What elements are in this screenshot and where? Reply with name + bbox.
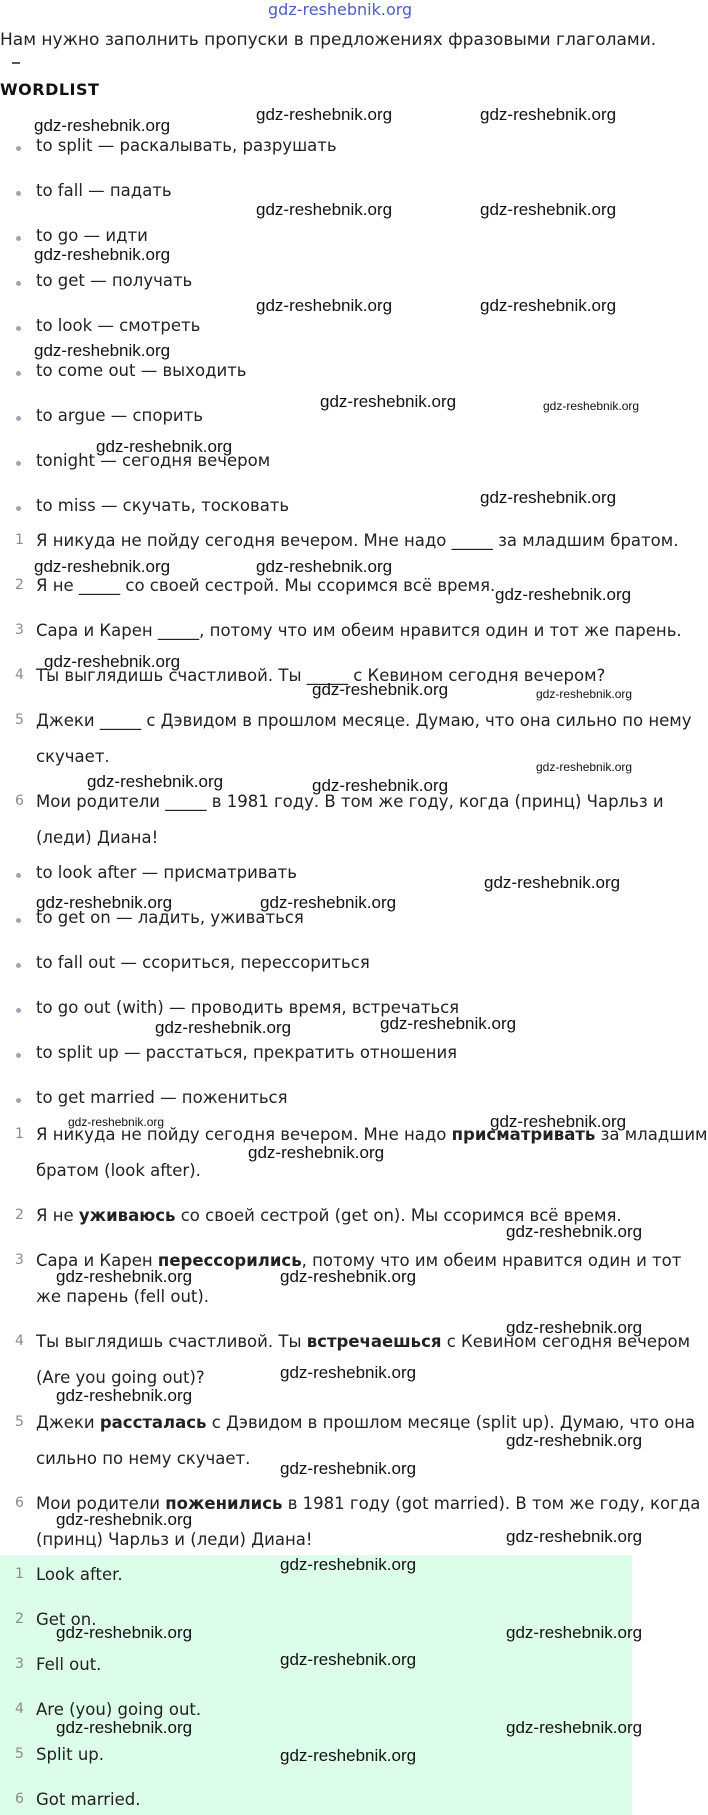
answer-line: Fell out. — [36, 1655, 102, 1674]
item-number: 1 — [15, 1566, 24, 1582]
list-item: to go out (with) — проводить время, встречаться — [36, 998, 460, 1017]
list-item: to get on — ладить, уживаться — [36, 908, 304, 927]
bullet-icon — [16, 146, 21, 151]
task-line: (леди) Диана! — [36, 828, 159, 847]
task-line: Сара и Карен _____, потому что им обеим нравится один и тот же парень. — [36, 621, 682, 640]
watermark: gdz-reshebnik.org — [506, 1527, 643, 1546]
watermark: gdz-reshebnik.org — [56, 1623, 193, 1642]
item-number: 4 — [15, 1333, 24, 1349]
watermark: gdz-reshebnik.org — [56, 1267, 193, 1286]
watermark: gdz-reshebnik.org — [280, 1459, 417, 1478]
bullet-icon — [16, 416, 21, 421]
watermark: gdz-reshebnik.org — [68, 1115, 165, 1129]
bullet-icon — [16, 1008, 21, 1013]
watermark: gdz-reshebnik.org — [536, 687, 633, 701]
list-item: to argue — спорить — [36, 406, 203, 425]
answer-highlight: уживаюсь — [78, 1206, 176, 1225]
watermark: gdz-reshebnik.org — [248, 1143, 385, 1162]
translation-line: же парень (fell out). — [36, 1287, 210, 1306]
watermark: gdz-reshebnik.org — [280, 1746, 417, 1765]
watermark: gdz-reshebnik.org — [34, 341, 171, 360]
watermark: gdz-reshebnik.org — [44, 652, 181, 671]
watermark: gdz-reshebnik.org — [536, 760, 633, 774]
watermark: gdz-reshebnik.org — [256, 557, 393, 576]
watermark: gdz-reshebnik.org — [56, 1718, 193, 1737]
watermark: gdz-reshebnik.org — [96, 437, 233, 456]
watermark: gdz-reshebnik.org — [36, 893, 173, 912]
watermark: gdz-reshebnik.org — [56, 1386, 193, 1405]
watermark: gdz-reshebnik.org — [280, 1363, 417, 1382]
list-item: to go — идти — [36, 226, 148, 245]
list-item: to split up — расстаться, прекратить отношения — [36, 1043, 458, 1062]
watermark: gdz-reshebnik.org — [56, 1510, 193, 1529]
translation-line: братом (look after). — [36, 1161, 201, 1180]
translation-line: Джеки рассталась с Дэвидом в прошлом месяце (split up). Думаю, что она — [36, 1413, 696, 1432]
translation-line: Ты выглядишь счастливой. Ты встречаешься с Кевином сегодня вечером — [36, 1332, 691, 1351]
task-line: Я никуда не пойду сегодня вечером. Мне надо _____ за младшим братом. — [36, 531, 679, 550]
watermark: gdz-reshebnik.org — [155, 1018, 292, 1037]
answer-highlight: перессорились — [157, 1251, 302, 1270]
item-number: 1 — [15, 1126, 24, 1142]
watermark: gdz-reshebnik.org — [320, 392, 457, 411]
bullet-icon — [16, 191, 21, 196]
translation-line: (принц) Чарльз и (леди) Диана! — [36, 1530, 313, 1549]
watermark: gdz-reshebnik.org — [34, 557, 171, 576]
site-header-link[interactable]: gdz-reshebnik.org — [268, 0, 413, 19]
item-number: 2 — [15, 1611, 24, 1627]
item-number: 3 — [15, 1252, 24, 1268]
item-number: 3 — [15, 622, 24, 638]
item-number: 5 — [15, 1746, 24, 1762]
bullet-icon — [16, 236, 21, 241]
task-line: Я не _____ со своей сестрой. Мы ссоримся всё время. — [36, 576, 496, 595]
bullet-icon — [16, 963, 21, 968]
item-number: 6 — [15, 793, 24, 809]
answer-highlight: встречаешься — [306, 1332, 442, 1351]
watermark: gdz-reshebnik.org — [480, 105, 617, 124]
bullet-icon — [16, 281, 21, 286]
list-item: to miss — скучать, тосковать — [36, 496, 290, 515]
watermark: gdz-reshebnik.org — [256, 105, 393, 124]
wordlist-heading: WORDLIST — [0, 80, 100, 99]
watermark: gdz-reshebnik.org — [34, 245, 171, 264]
list-item: to get married — пожениться — [36, 1088, 288, 1107]
list-item: to split — раскалывать, разрушать — [36, 136, 337, 155]
watermark: gdz-reshebnik.org — [380, 1014, 517, 1033]
translation-line: Я не уживаюсь со своей сестрой (get on). Мы ссоримся всё время. — [36, 1206, 622, 1225]
answer-line: Get on. — [36, 1610, 97, 1629]
bullet-icon — [16, 461, 21, 466]
item-number: 6 — [15, 1791, 24, 1807]
item-number: 1 — [15, 532, 24, 548]
watermark: gdz-reshebnik.org — [256, 200, 393, 219]
watermark: gdz-reshebnik.org — [280, 1650, 417, 1669]
item-number: 6 — [15, 1495, 24, 1511]
task-line: скучает. — [36, 747, 110, 766]
answers-panel — [0, 1555, 632, 1815]
bullet-icon — [16, 918, 21, 923]
watermark: gdz-reshebnik.org — [280, 1267, 417, 1286]
watermark: gdz-reshebnik.org — [312, 776, 449, 795]
watermark: gdz-reshebnik.org — [480, 200, 617, 219]
answer-line: Got married. — [36, 1790, 141, 1809]
bullet-icon — [16, 1053, 21, 1058]
answer-highlight: поженились — [165, 1494, 283, 1513]
bullet-icon — [16, 371, 21, 376]
watermark: gdz-reshebnik.org — [490, 1112, 627, 1131]
translation-line: Я никуда не пойду сегодня вечером. Мне надо присматривать за младшим — [36, 1125, 708, 1144]
intro-text: Нам нужно заполнить пропуски в предложениях фразовыми глаголами. — [0, 30, 657, 50]
watermark: gdz-reshebnik.org — [506, 1222, 643, 1241]
item-number: 2 — [15, 577, 24, 593]
item-number: 4 — [15, 1701, 24, 1717]
item-number: 5 — [15, 1414, 24, 1430]
bullet-icon — [16, 873, 21, 878]
watermark: gdz-reshebnik.org — [495, 585, 632, 604]
item-number: 2 — [15, 1207, 24, 1223]
translation-line: сильно по нему скучает. — [36, 1449, 251, 1468]
answer-highlight: рассталась — [99, 1413, 207, 1432]
item-number: 5 — [15, 712, 24, 728]
watermark: gdz-reshebnik.org — [256, 296, 393, 315]
answer-line: Look after. — [36, 1565, 123, 1584]
list-item: to look — смотреть — [36, 316, 201, 335]
watermark: gdz-reshebnik.org — [480, 296, 617, 315]
divider-mark — [12, 62, 20, 64]
list-item: to look after — присматривать — [36, 863, 298, 882]
list-item: to fall out — ссориться, перессориться — [36, 953, 370, 972]
translation-line: Мои родители поженились в 1981 году (got married). В том же году, когда — [36, 1494, 701, 1513]
list-item: tonight — сегодня вечером — [36, 451, 271, 470]
item-number: 4 — [15, 667, 24, 683]
list-item: to come out — выходить — [36, 361, 247, 380]
item-number: 3 — [15, 1656, 24, 1672]
task-line: Мои родители _____ в 1981 году. В том же году, когда (принц) Чарльз и — [36, 792, 664, 811]
watermark: gdz-reshebnik.org — [87, 772, 224, 791]
answer-highlight: присматривать — [451, 1125, 596, 1144]
watermark: gdz-reshebnik.org — [280, 1555, 417, 1574]
bullet-icon — [16, 326, 21, 331]
translation-line: (Are you going out)? — [36, 1368, 205, 1387]
answer-line: Split up. — [36, 1745, 105, 1764]
list-item: to fall — падать — [36, 181, 172, 200]
list-item: to get — получать — [36, 271, 193, 290]
watermark: gdz-reshebnik.org — [506, 1318, 643, 1337]
watermark: gdz-reshebnik.org — [506, 1623, 643, 1642]
translation-line: Сара и Карен перессорились, потому что им обеим нравится один и тот — [36, 1251, 682, 1270]
bullet-icon — [16, 506, 21, 511]
watermark: gdz-reshebnik.org — [484, 873, 621, 892]
watermark: gdz-reshebnik.org — [312, 680, 449, 699]
watermark: gdz-reshebnik.org — [480, 488, 617, 507]
watermark: gdz-reshebnik.org — [506, 1431, 643, 1450]
bullet-icon — [16, 1098, 21, 1103]
watermark: gdz-reshebnik.org — [543, 399, 640, 413]
watermark: gdz-reshebnik.org — [506, 1718, 643, 1737]
watermark: gdz-reshebnik.org — [260, 893, 397, 912]
answer-line: Are (you) going out. — [36, 1700, 202, 1719]
watermark: gdz-reshebnik.org — [34, 116, 171, 135]
task-line: Джеки _____ с Дэвидом в прошлом месяце. Думаю, что она сильно по нему — [36, 711, 692, 730]
task-line: Ты выглядишь счастливой. Ты _____ с Кевином сегодня вечером? — [36, 666, 606, 685]
